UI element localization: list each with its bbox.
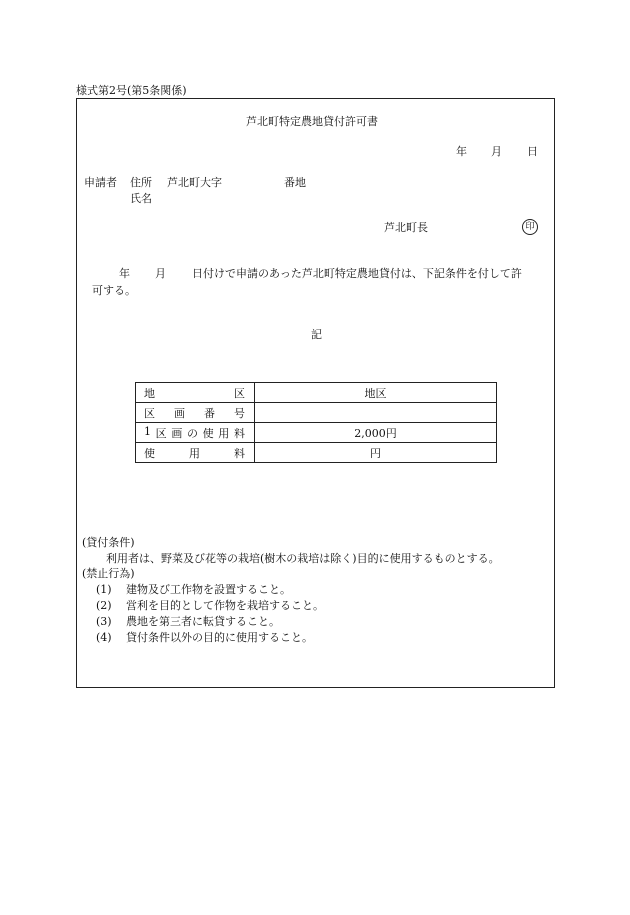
label-char: 区: [144, 406, 155, 420]
prohibition-text: 貸付条件以外の目的に使用すること。: [126, 631, 313, 644]
document-title: 芦北町特定農地貸付許可書: [246, 115, 378, 128]
issuer-title: 芦北町長: [384, 221, 428, 234]
label-fee-per-plot: [136, 425, 254, 441]
label-char: 料: [233, 426, 245, 440]
date-year: 年: [456, 145, 467, 158]
prohibition-text: 建物及び工作物を設置すること。: [126, 583, 291, 596]
prohibition-text: 農地を第三者に転貸すること。: [126, 615, 280, 628]
table-label-cell: [136, 443, 255, 463]
label-char: 番: [204, 406, 215, 420]
label-char: 用: [189, 446, 200, 460]
label-char: 使: [144, 446, 155, 460]
label-char: 区: [155, 426, 167, 440]
conditions-text: 利用者は、野菜及び花等の栽培(樹木の栽培は除く)目的に使用するものとする。: [106, 552, 500, 565]
label-char: 画: [174, 406, 185, 420]
label-char: の: [186, 426, 198, 440]
table-label-cell: [136, 383, 255, 403]
form-number: 様式第2号(第5条関係): [76, 84, 187, 97]
body-text-line1: 日付けで申請のあった芦北町特定農地貸付は、下記条件を付して許: [192, 267, 522, 280]
label-char: 1: [144, 424, 151, 438]
date-day: 日: [527, 145, 538, 158]
lot-number-label: 番地: [284, 176, 306, 189]
address-value: 芦北町大字: [167, 176, 222, 189]
table-label-cell: [136, 403, 255, 423]
prohibition-number: (1): [96, 583, 112, 596]
prohibitions-heading: (禁止行為): [82, 567, 135, 580]
label-char: 用: [218, 426, 230, 440]
table-value-cell: 2,000円: [255, 423, 497, 443]
label-char: 区: [234, 386, 245, 400]
address-label: 住所: [130, 176, 152, 189]
label-char: 号: [234, 406, 245, 420]
label-district: [136, 385, 254, 401]
body-year: 年: [119, 267, 130, 280]
table-row: [136, 423, 497, 443]
seal-mark: 印: [522, 219, 538, 235]
prohibition-number: (4): [96, 631, 112, 644]
table-value-cell: 円: [255, 443, 497, 463]
table-value-cell: 地区: [255, 383, 497, 403]
table-label-cell: [136, 423, 255, 443]
applicant-label: 申請者: [84, 176, 117, 189]
table-row: [136, 383, 497, 403]
name-label: 氏名: [130, 192, 152, 205]
label-char: 画: [171, 426, 183, 440]
table-value-cell: [255, 403, 497, 423]
prohibition-number: (2): [96, 599, 112, 612]
label-usage-fee: [136, 445, 254, 461]
prohibition-number: (3): [96, 615, 112, 628]
conditions-heading: (貸付条件): [82, 536, 135, 549]
label-char: 使: [202, 426, 214, 440]
date-month: 月: [491, 145, 502, 158]
ki-heading: 記: [311, 328, 322, 341]
table-row: [136, 403, 497, 423]
label-char: 地: [144, 386, 155, 400]
label-char: 料: [234, 446, 245, 460]
body-text-line2: 可する。: [92, 284, 136, 297]
body-month: 月: [155, 267, 166, 280]
label-plot-number: [136, 405, 254, 421]
prohibition-text: 営利を目的として作物を栽培すること。: [126, 599, 324, 612]
table-row: [136, 443, 497, 463]
land-use-table: [135, 382, 497, 463]
